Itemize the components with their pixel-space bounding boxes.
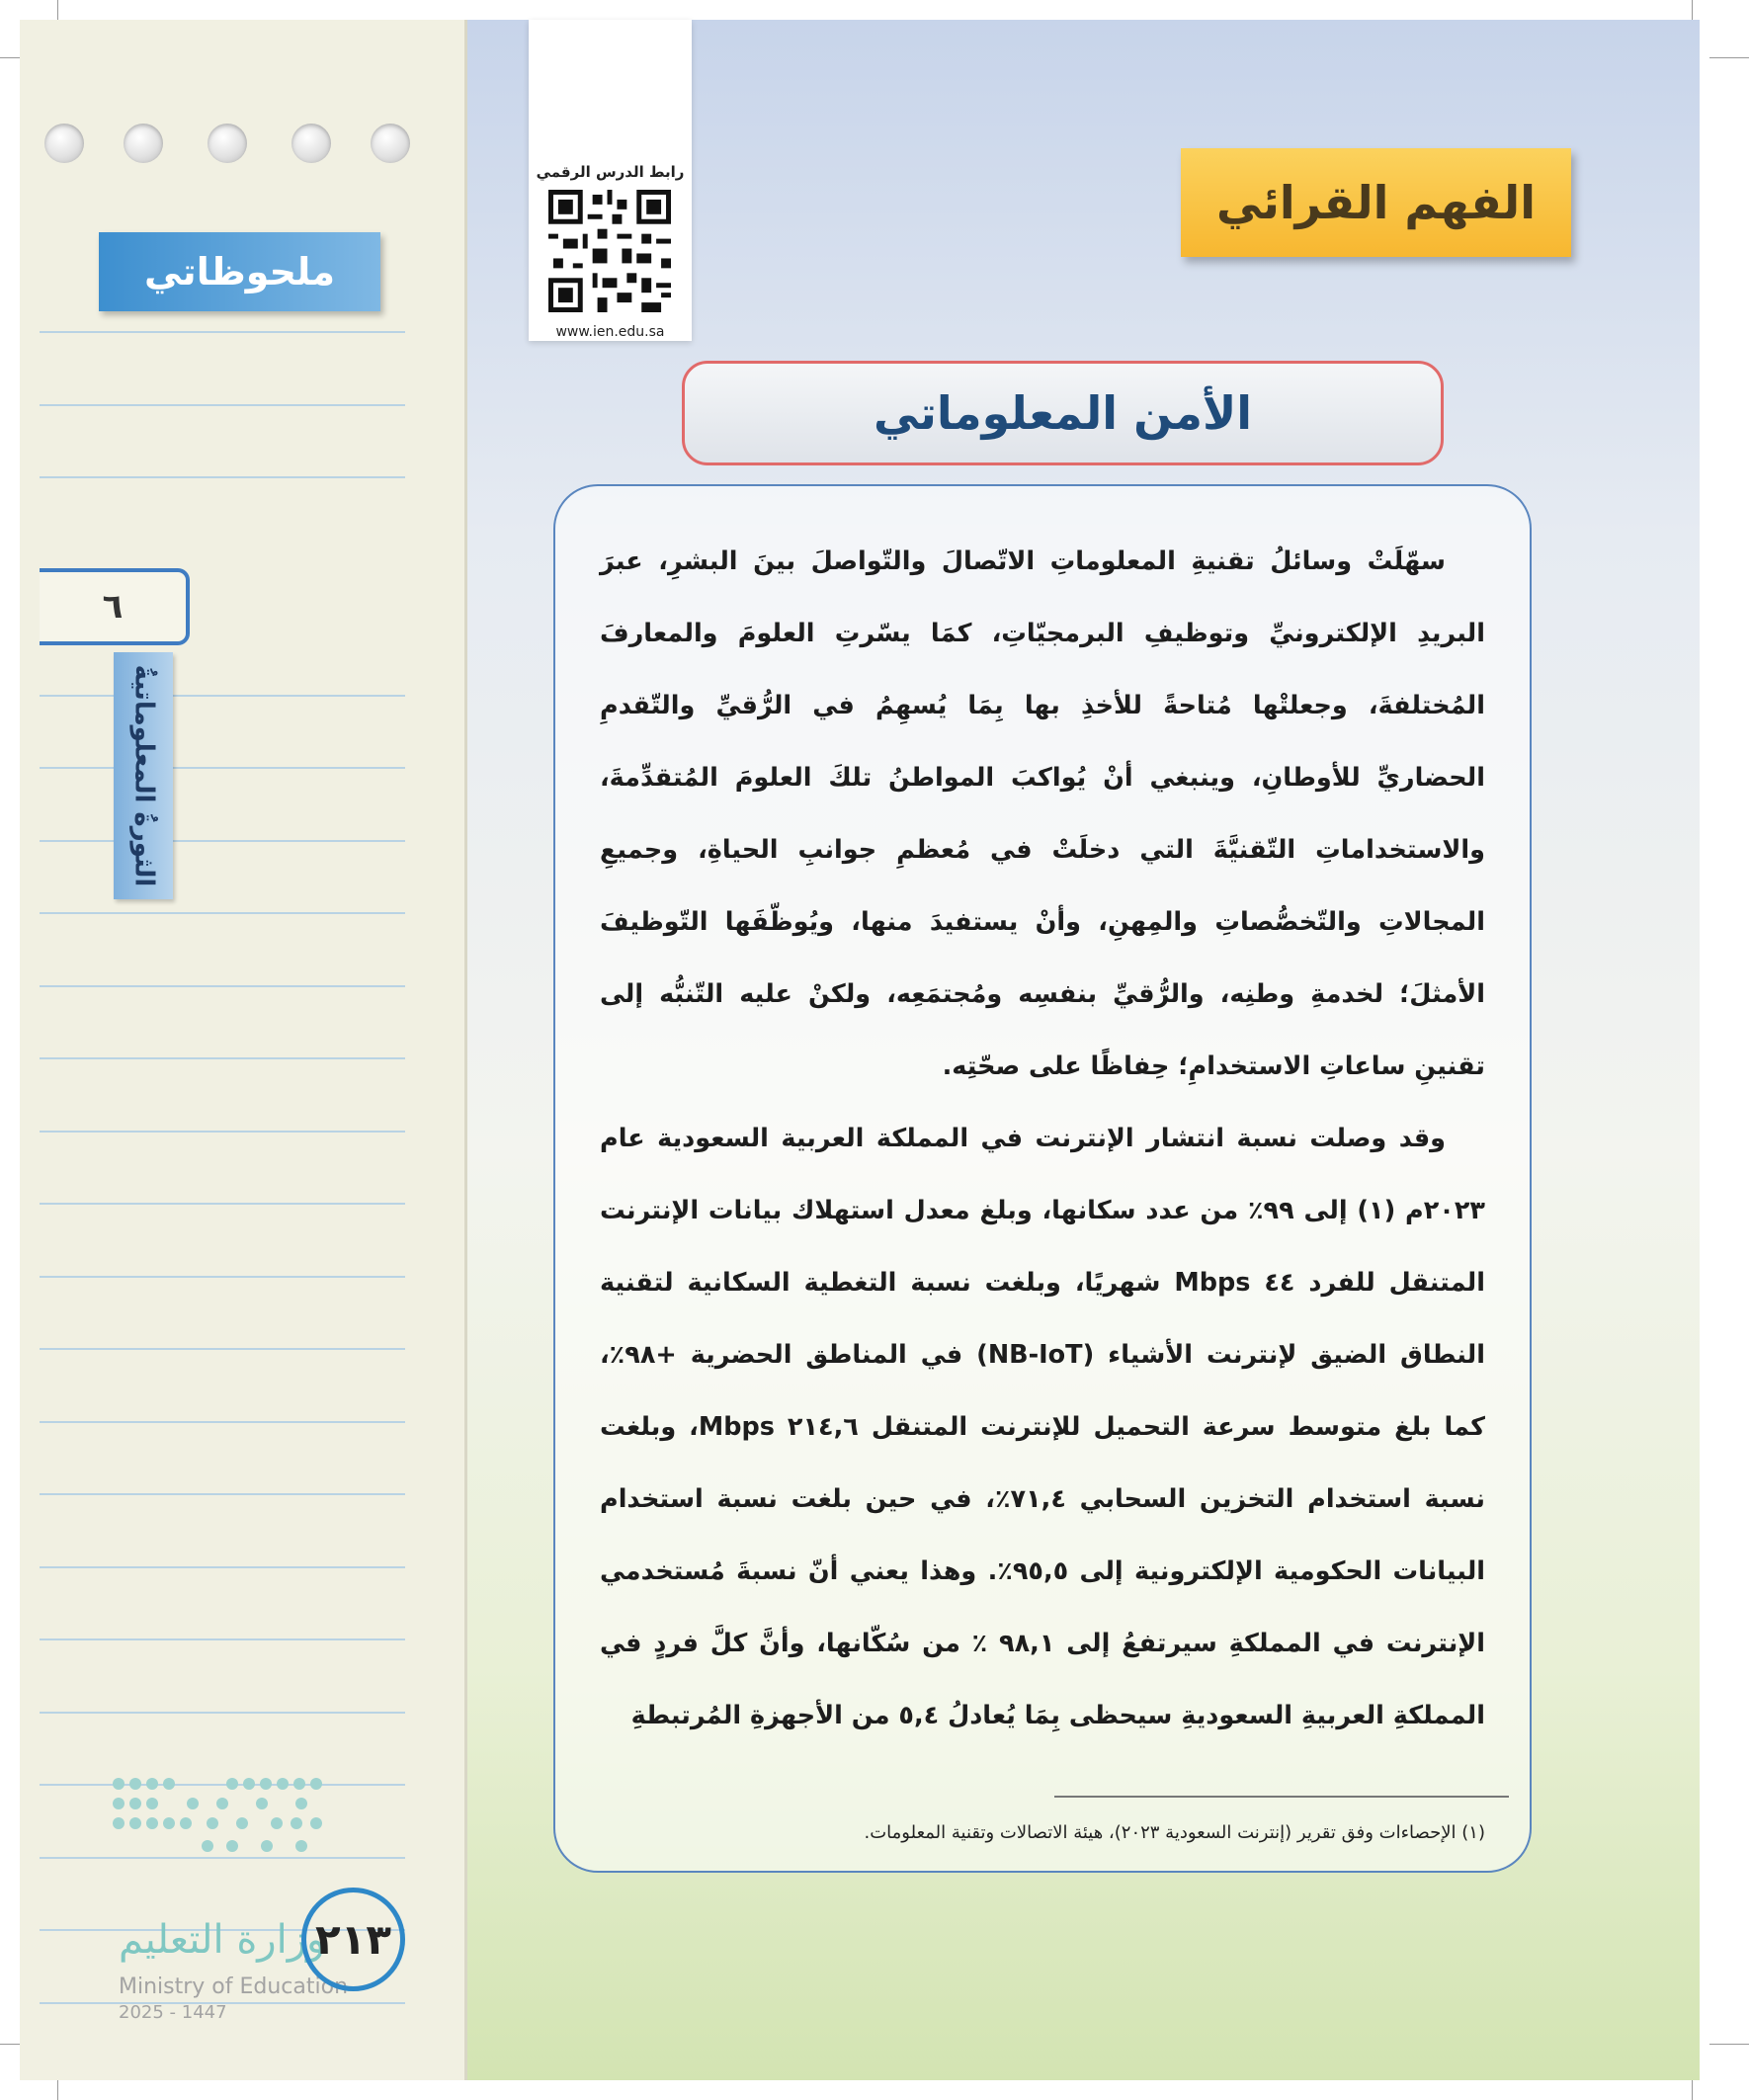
notebook-rule-line bbox=[40, 1276, 405, 1278]
paragraph: سهّلَتْ وسائلُ تقنيةِ المعلوماتِ الاتّصالَ والتّواصلَ بينَ البشرِ، عبرَ البريدِ الإلكترونيِّ وتوظيفِ البرمجيّاتِ، كمَا يسّرتِ العلومَ والمعارفَ المُختلفةَ، وجعلتْها مُتاحةً للأخذِ بها بِمَا يُسهِمُ في الرُّقيِّ والتّقدمِ الحضاريِّ للأوطانِ، وينبغي أنْ يُواكبَ المواطنُ تلكَ العلومَ المُتقدِّمةَ، والاستخداماتِ التّقنيَّةَ التي دخلَتْ في مُعظمِ جوانبِ الحياةِ، وجميعِ المجالاتِ والتّخصُّصاتِ والمِهنِ، وأنْ يستفيدَ منها، ويُوظّفَها التّوظيفَ الأمثلَ؛ لخدمةِ وطنِه، والرُّقيِّ بنفسِه ومُجتمَعِه، ولكنْ عليه التّنبُّه إلى تقنينِ ساعاتِ الاستخدامِ؛ حِفاظًا على صحّتِه. bbox=[600, 546, 1485, 1081]
reading-text-box bbox=[553, 484, 1532, 1873]
lesson-title: الأمن المعلوماتي bbox=[682, 361, 1444, 465]
ministry-name-en: Ministry of Education bbox=[119, 1974, 349, 1999]
binder-hole bbox=[292, 124, 331, 163]
page-number: ٢١٣ bbox=[301, 1888, 405, 1991]
notebook-rule-line bbox=[40, 840, 405, 842]
paragraph: وقد وصلت نسبة انتشار الإنترنت في المملكة العربية السعودية عام ٢٠٢٣م (١) إلى ٩٩٪ من عدد سكانها، وبلغ معدل استهلاك بيانات الإنترنت المتنقل للفرد ٤٤ Mbps شهريًا، وبلغت نسبة التغطية السكانية لتقنية النطاق الضيق لإنترنت الأشياء (NB-IoT) في المناطق الحضرية +٩٨٪، كما بلغ متوسط سرعة التحميل للإنترنت المتنقل ٢١٤,٦ Mbps، وبلغت نسبة استخدام التخزين السحابي ٧١,٤٪، في حين بلغت نسبة استخدام البيانات الحكومية الإلكترونية إلى ٩٥,٥٪. وهذا يعني أنّ نسبةَ مُستخدمي الإنترنت في المملكةِ سيرتفعُ إلى ٩٨,١ ٪ من سُكّانها، وأنَّ كلَّ فردٍ في المملكةِ العربيةِ السعوديةِ سيحظى بِمَا يُعادلُ ٥,٤ من الأجهزةِ المُرتبطةِ bbox=[600, 1124, 1486, 1730]
binder-hole bbox=[44, 124, 84, 163]
notebook-rule-line bbox=[40, 476, 405, 478]
notebook-rule-line bbox=[40, 1566, 405, 1568]
ministry-name-ar: وزارة التعليم bbox=[119, 1917, 326, 1963]
notebook-rule-line bbox=[40, 1348, 405, 1350]
footnote: (١) الإحصاءات وفق تقرير (إنترنت السعودية ٢٠٢٣)، هيئة الاتصالات وتقنية المعلومات. bbox=[864, 1822, 1485, 1843]
notes-label: ملحوظاتي bbox=[99, 232, 380, 311]
notebook-rule-line bbox=[40, 1421, 405, 1423]
qr-url[interactable]: www.ien.edu.sa bbox=[555, 324, 665, 340]
notebook-rule-line bbox=[40, 404, 405, 406]
footnote-divider bbox=[1054, 1796, 1509, 1798]
unit-number: ٦ bbox=[40, 568, 190, 645]
notebook-rule-line bbox=[40, 912, 405, 914]
notebook-rule-line bbox=[40, 1203, 405, 1205]
notebook-rule-line bbox=[40, 695, 405, 697]
qr-code-icon[interactable] bbox=[548, 190, 671, 312]
qr-caption: رابط الدرس الرقمي bbox=[536, 163, 685, 181]
notes-sidebar bbox=[20, 20, 467, 2080]
binder-hole bbox=[208, 124, 247, 163]
notebook-rule-line bbox=[40, 1638, 405, 1640]
notebook-rule-line bbox=[40, 1131, 405, 1133]
ministry-year: 2025 - 1447 bbox=[119, 2002, 227, 2023]
section-banner: الفهم القرائي bbox=[1181, 148, 1571, 257]
unit-title: الثورةُ المعلوماتيةُ bbox=[128, 664, 158, 887]
notebook-rule-line bbox=[40, 331, 405, 333]
binder-hole bbox=[371, 124, 410, 163]
unit-title-tab bbox=[114, 652, 173, 899]
notebook-rule-line bbox=[40, 767, 405, 769]
binder-hole bbox=[124, 124, 163, 163]
qr-card[interactable] bbox=[529, 20, 692, 341]
notebook-rule-line bbox=[40, 1712, 405, 1714]
notebook-rule-line bbox=[40, 985, 405, 987]
notebook-rule-line bbox=[40, 1057, 405, 1059]
notebook-rule-line bbox=[40, 1493, 405, 1495]
ministry-logo-icon bbox=[104, 1769, 341, 1878]
